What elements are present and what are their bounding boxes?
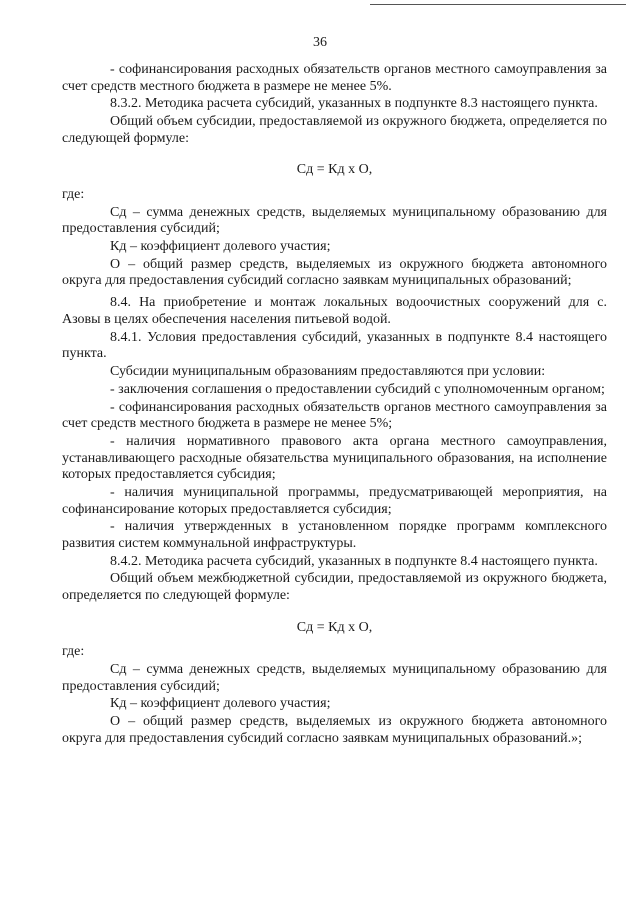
paragraph-total-volume-2: Общий объем межбюджетной субсидии, предоставляемой из окружного бюджета, определяется по следующей формуле:	[62, 571, 607, 604]
definition-sd-1: Сд – сумма денежных средств, выделяемых муниципальному образованию для предоставления субсидий;	[62, 204, 607, 237]
paragraph-8-4-1: 8.4.1. Условия предоставления субсидий, указанных в подпункте 8.4 настоящего пункта.	[62, 329, 607, 362]
definition-o-2: О – общий размер средств, выделяемых из окружного бюджета автономного округа для предоставления субсидий согласно заявкам муниципальных образований.»;	[62, 714, 607, 746]
definition-kd-2: Кд – коэффициент долевого участия;	[110, 696, 331, 712]
paragraph-conditions-intro: Субсидии муниципальным образованиям предоставляются при условии:	[110, 364, 546, 379]
top-rule	[370, 4, 626, 5]
where-label-1: где:	[62, 186, 85, 202]
page-number: 36	[313, 35, 327, 50]
condition-infrastructure-programs: - наличия утвержденных в установленном порядке программ комплексного развития систем коммунальной инфраструктуры.	[62, 519, 607, 551]
paragraph-8-3-2: 8.3.2. Методика расчета субсидий, указанных в подпункте 8.3 настоящего пункта.	[110, 96, 598, 112]
paragraph-8-4: 8.4. На приобретение и монтаж локальных водоочистных сооружений для с. Азовы в целях обеспечения населения питьевой водой.	[62, 295, 607, 327]
definition-kd-1: Кд – коэффициент долевого участия;	[110, 239, 331, 255]
paragraph-total-volume-1: Общий объем субсидии, предоставляемой из окружного бюджета, определяется по следующей формуле:	[62, 114, 607, 146]
paragraph-8-4-2: 8.4.2. Методика расчета субсидий, указанных в подпункте 8.4 настоящего пункта.	[110, 553, 598, 569]
formula-2: Сд = Кд х О,	[296, 619, 373, 635]
formula-1: Сд = Кд х О,	[296, 162, 373, 178]
definition-o-1: О – общий размер средств, выделяемых из окружного бюджета автономного округа для предоставления субсидий согласно заявкам муниципальных образований;	[62, 256, 607, 289]
paragraph-cofinancing-1: - софинансирования расходных обязательств органов местного самоуправления за счет средств местного бюджета в размере не менее 5%.	[62, 62, 607, 94]
condition-legal-act: - наличия нормативного правового акта органа местного самоуправления, устанавливающего расходные обязательства муниципального образования, на исполнение которых предоставляется субсидия;	[62, 433, 607, 483]
document-body	[62, 62, 607, 749]
where-label-2: где:	[62, 644, 85, 660]
condition-cofinancing: - софинансирования расходных обязательств органов местного самоуправления за счет средств местного бюджета в размере не менее 5%;	[62, 399, 607, 432]
condition-agreement: - заключения соглашения о предоставлении субсидий с уполномоченным органом;	[110, 381, 605, 397]
definition-sd-2: Сд – сумма денежных средств, выделяемых муниципальному образованию для предоставления субсидий;	[62, 662, 607, 694]
condition-municipal-program: - наличия муниципальной программы, предусматривающей мероприятия, на софинансирование которых предоставляется субсидия;	[62, 484, 607, 517]
